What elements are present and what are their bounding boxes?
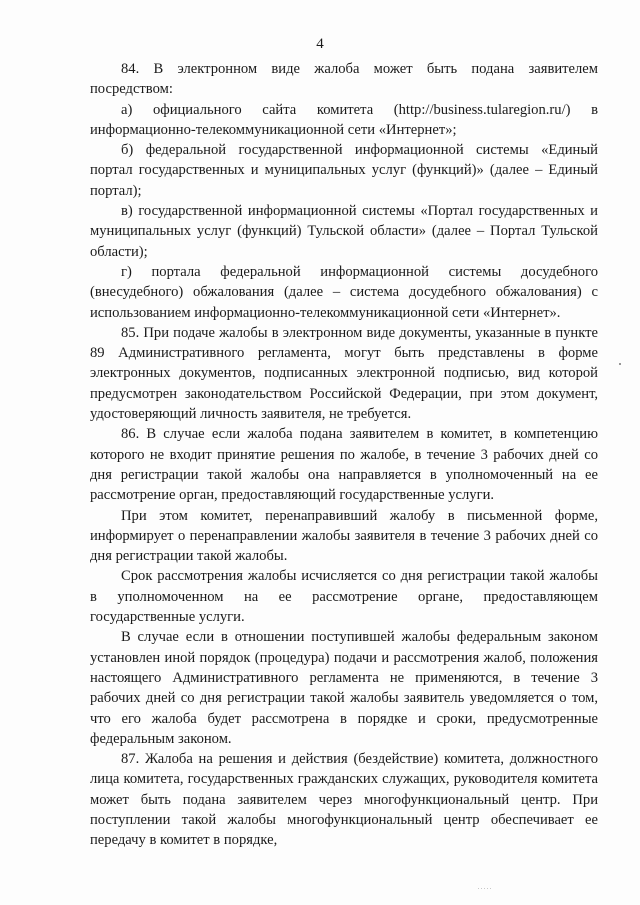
scan-speck-bottom bbox=[478, 888, 492, 889]
paragraph-86: 86. В случае если жалоба подана заявителем в комитет, в компетенцию которого не входит принятие решения по жалобе, в течение 3 рабочих дней со дня регистрации такой жалобы она направляется в уполномоченный на ее рассмотрение орган, предоставляющий государственные услуги. bbox=[90, 426, 598, 504]
paragraph-86-redirect: При этом комитет, перенаправивший жалобу в письменной форме, информирует о перенаправлении жалобы заявителя в течение 3 рабочих дней со дня регистрации такой жалобы. bbox=[90, 507, 598, 565]
paragraph-85: 85. При подаче жалобы в электронном виде документы, указанные в пункте 89 Административного регламента, могут быть представлены в форме электронных документов, подписанных электронной подписью, вид которой предусмотрен законодательством Российской Федерации, при этом документ, удостоверяющий личность заявителя, не требуется. bbox=[90, 324, 598, 423]
paragraph-84: 84. В электронном виде жалоба может быть подана заявителем посредством: bbox=[90, 61, 598, 98]
paragraph-86-term: Срок рассмотрения жалобы исчисляется со дня регистрации такой жалобы в уполномоченном на ее рассмотрение органе, предоставляющем государственные услуги. bbox=[90, 568, 598, 626]
page-number: 4 bbox=[316, 36, 324, 52]
document-body bbox=[90, 59, 598, 851]
paragraph-84-v: в) государственной информационной системы «Портал государственных и муниципальных услуг (функций) Тульской области» (далее – Портал Тульской области); bbox=[90, 203, 598, 260]
paragraph-84-b: б) федеральной государственной информационной системы «Единый портал государственных и муниципальных услуг (функций)» (далее – Единый портал); bbox=[90, 142, 598, 199]
paragraph-84-a: а) официального сайта комитета (http://business.tularegion.ru/) в информационно-телекоммуникационной сети «Интернет»; bbox=[90, 101, 598, 138]
paragraph-84-g: г) портала федеральной информационной системы досудебного (внесудебного) обжалования (далее – система досудебного обжалования) с использованием информационно-телекоммуникационной сети «Интернет». bbox=[90, 263, 598, 321]
scan-speck bbox=[619, 363, 621, 365]
paragraph-87: 87. Жалоба на решения и действия (бездействие) комитета, должностного лица комитета, государственных гражданских служащих, руководителя комитета может быть подана заявителем через многофункциональный центр. При поступлении такой жалобы многофункциональный центр обеспечивает ее передачу в комитет в порядке, bbox=[90, 751, 598, 849]
paragraph-86-federal-law: В случае если в отношении поступившей жалобы федеральным законом установлен иной порядок (процедура) подачи и рассмотрения жалоб, положения настоящего Административного регламента не применяются, в течение 3 рабочих дней со дня регистрации такой жалобы заявитель уведомляется о том, что его жалоба будет рассмотрена в порядке и сроки, предусмотренные федеральным законом. bbox=[90, 629, 598, 747]
